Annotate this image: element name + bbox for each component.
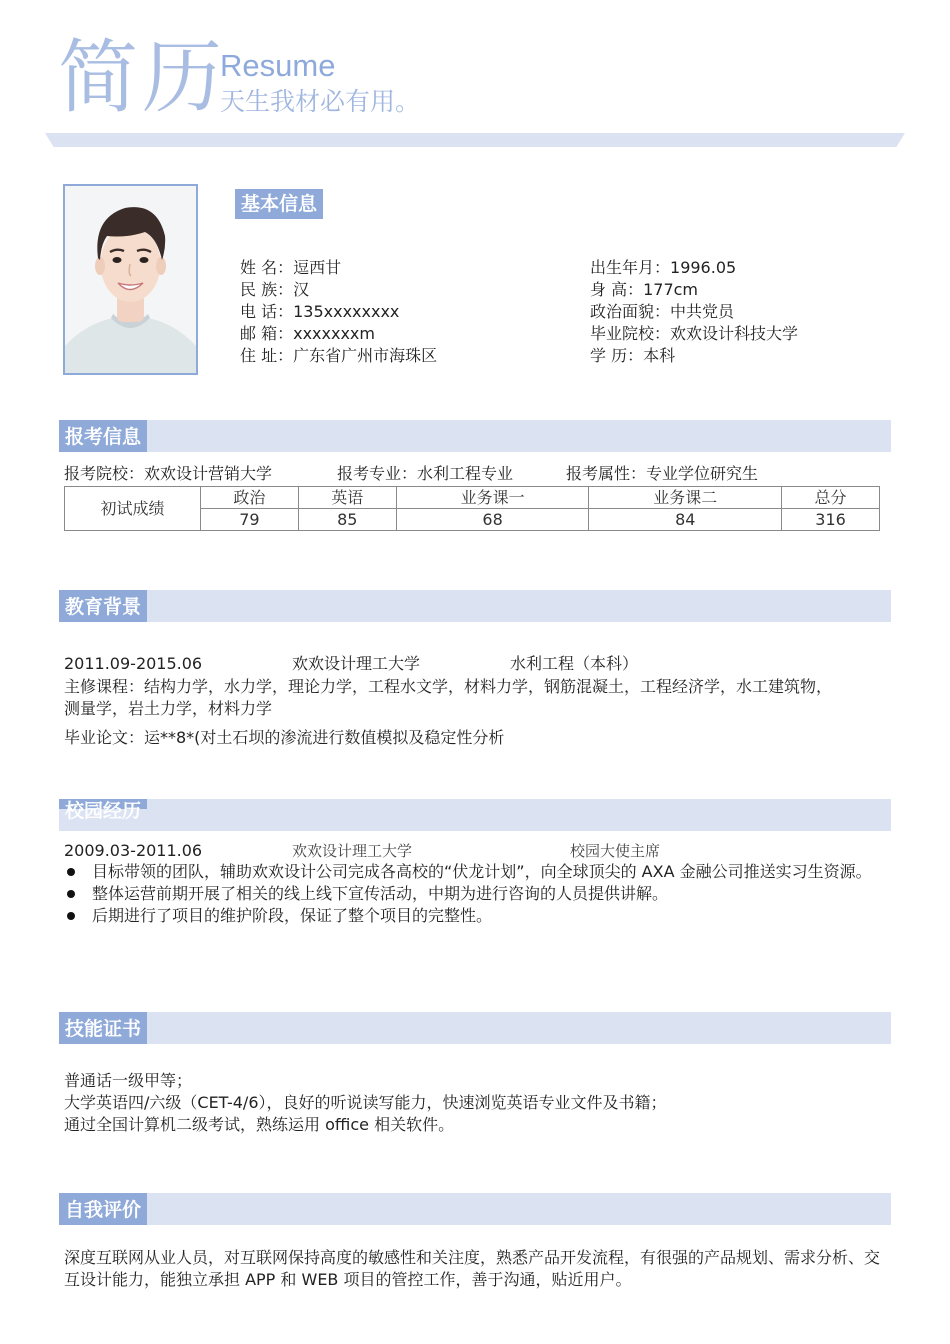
section-self-eval-bar (59, 1193, 891, 1225)
education-courses-line2: 测量学，岩土力学，材料力学 (64, 699, 273, 718)
education-thesis: 毕业论文：运**8*(对土石坝的渗流进行数值模拟及稳定性分析 (64, 728, 505, 747)
score-value-cell: 84 (589, 509, 782, 531)
score-value-cell: 85 (298, 509, 396, 531)
portrait-illustration (65, 186, 196, 373)
info-row-phone (240, 301, 437, 323)
section-exam-heading: 报考信息 (59, 420, 147, 452)
info-label: 电 话： (240, 302, 294, 321)
header-divider (45, 133, 905, 147)
education-period: 2011.09-2015.06 (64, 654, 203, 673)
info-value: 汉 (293, 280, 310, 299)
bullet-dot (67, 868, 75, 876)
section-self-eval-heading: 自我评价 (59, 1193, 147, 1225)
profile-photo (63, 184, 198, 375)
info-row-politics (590, 301, 798, 323)
section-campus-bar (59, 799, 891, 831)
education-school: 欢欢设计理工大学 (292, 654, 421, 673)
score-row-label: 初试成绩 (65, 487, 201, 531)
info-value: 1996.05 (670, 258, 737, 277)
info-label: 住 址： (240, 346, 294, 365)
campus-period: 2009.03-2011.06 (64, 841, 203, 860)
info-label: 民 族： (240, 280, 294, 299)
campus-school: 欢欢设计理工大学 (292, 842, 413, 860)
skill-line-3: 通过全国计算机二级考试，熟练运用 office 相关软件。 (64, 1115, 455, 1134)
info-value: 广东省广州市海珠区 (293, 346, 438, 365)
score-header-cell: 业务课一 (396, 487, 589, 509)
section-basic-info-heading: 基本信息 (235, 189, 323, 219)
section-campus-heading: 校园经历 (59, 799, 147, 809)
info-row-ethnicity (240, 279, 437, 301)
section-education-heading: 教育背景 (59, 590, 147, 622)
resume-title-en: Resume (220, 48, 336, 83)
info-value: 135xxxxxxxx (293, 302, 400, 321)
info-value: xxxxxxxm (293, 324, 375, 343)
info-value: 欢欢设计科技大学 (670, 324, 799, 343)
info-row-school (590, 323, 798, 345)
info-row-degree (590, 345, 798, 367)
info-label: 姓 名： (240, 258, 294, 277)
exam-major: 报考专业：水利工程专业 (337, 464, 514, 483)
score-table (64, 486, 880, 531)
score-header-cell: 业务课二 (589, 487, 782, 509)
skill-line-1: 普通话一级甲等； (64, 1071, 193, 1090)
score-header-cell: 政治 (201, 487, 299, 509)
education-courses-line1: 主修课程：结构力学，水力学，理论力学，工程水文学，材料力学，钢筋混凝土，工程经济学，水工建筑物， (64, 677, 833, 696)
info-row-height (590, 279, 798, 301)
info-value: 逗西甘 (293, 258, 342, 277)
resume-title-cn: 简历 (58, 31, 226, 124)
exam-school: 报考院校：欢欢设计营销大学 (64, 464, 273, 483)
campus-role: 校园大使主席 (570, 842, 661, 860)
info-value: 本科 (643, 346, 676, 365)
info-label: 学 历： (590, 346, 644, 365)
basic-info-left (240, 257, 437, 367)
info-label: 邮 箱： (240, 324, 294, 343)
education-major: 水利工程（本科） (510, 654, 639, 673)
score-table-header-row (65, 487, 880, 509)
score-value-cell: 316 (782, 509, 880, 531)
resume-slogan: 天生我材必有用。 (220, 87, 421, 116)
section-exam-bar (59, 420, 891, 452)
info-label: 出生年月： (590, 258, 671, 277)
section-skills-bar (59, 1012, 891, 1044)
info-value: 177cm (643, 280, 699, 299)
info-value: 中共党员 (670, 302, 735, 321)
exam-type: 报考属性：专业学位研究生 (566, 464, 759, 483)
info-label: 毕业院校： (590, 324, 671, 343)
self-eval-line-1: 深度互联网从业人员，对互联网保持高度的敏感性和关注度，熟悉产品开发流程，有很强的产品规划、需求分析、交 (64, 1248, 881, 1267)
bullet-dot (67, 912, 75, 920)
score-value-cell: 79 (201, 509, 299, 531)
basic-info-right (590, 257, 798, 367)
info-row-birth (590, 257, 798, 279)
score-header-cell: 英语 (298, 487, 396, 509)
section-education-bar (59, 590, 891, 622)
campus-bullet-3: 后期进行了项目的维护阶段，保证了整个项目的完整性。 (92, 906, 493, 925)
bullet-dot (67, 890, 75, 898)
info-row-address (240, 345, 437, 367)
campus-bullet-1: 目标带领的团队，辅助欢欢设计公司完成各高校的“伏龙计划”，向全球顶尖的 AXA 金融公司推送实习生资源。 (92, 862, 872, 881)
info-label: 身 高： (590, 280, 644, 299)
info-row-name (240, 257, 437, 279)
info-label: 政治面貌： (590, 302, 671, 321)
campus-bullet-2: 整体运营前期开展了相关的线上线下宣传活动，中期为进行咨询的人员提供讲解。 (92, 884, 669, 903)
skill-line-2: 大学英语四/六级（CET-4/6），良好的听说读写能力，快速浏览英语专业文件及书籍； (64, 1093, 667, 1112)
self-eval-line-2: 互设计能力，能独立承担 APP 和 WEB 项目的管控工作，善于沟通，贴近用户。 (64, 1270, 632, 1289)
score-header-cell: 总分 (782, 487, 880, 509)
info-row-email (240, 323, 437, 345)
score-value-cell: 68 (396, 509, 589, 531)
section-skills-heading: 技能证书 (59, 1012, 147, 1044)
